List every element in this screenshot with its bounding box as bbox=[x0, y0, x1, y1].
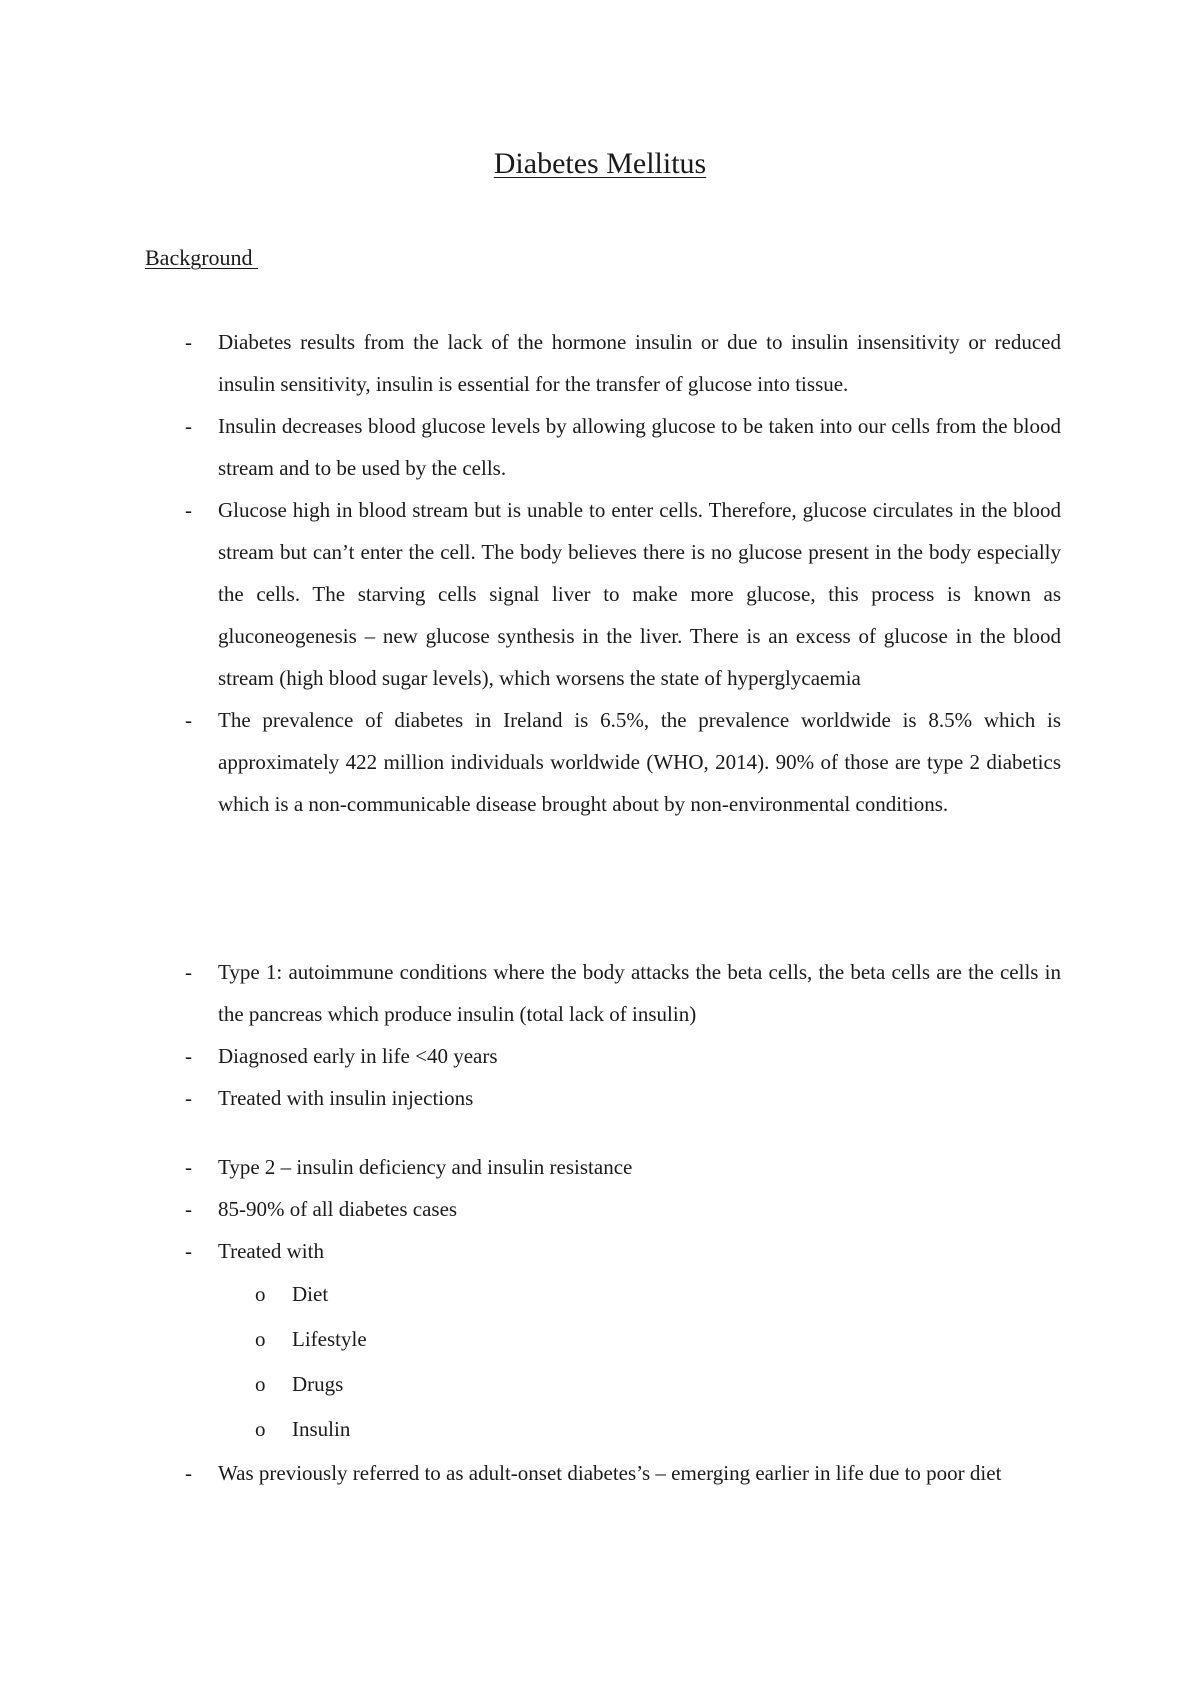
dash-marker: - bbox=[185, 960, 192, 984]
sub-list-item bbox=[0, 1272, 1200, 1317]
dash-marker: - bbox=[185, 1155, 192, 1179]
dash-marker: - bbox=[185, 1044, 192, 1068]
list-item bbox=[0, 1188, 1061, 1230]
list-item-text: Type 2 – insulin deficiency and insulin resistance bbox=[218, 1155, 633, 1179]
type1-list bbox=[0, 951, 1200, 1119]
type2-list bbox=[0, 1146, 1200, 1494]
sub-list-item bbox=[0, 1407, 1200, 1452]
section-heading-background: Background bbox=[145, 245, 259, 270]
list-item bbox=[0, 489, 1061, 699]
dash-marker: - bbox=[185, 1086, 192, 1110]
list-item-text: Insulin decreases blood glucose levels by allowing glucose to be taken into our cells from the blood stream and to be used by the cells. bbox=[218, 414, 1061, 480]
list-item bbox=[0, 1146, 1061, 1188]
dash-marker: - bbox=[185, 1239, 192, 1263]
list-item bbox=[0, 1077, 1061, 1119]
sub-list-item bbox=[0, 1317, 1200, 1362]
list-item bbox=[0, 1452, 1061, 1494]
list-item bbox=[0, 405, 1061, 489]
sub-bullet-marker: o bbox=[255, 1372, 266, 1396]
list-item-text: The prevalence of diabetes in Ireland is 6.5%, the prevalence worldwide is 8.5% which is approximately 422 million individuals worldwide (WHO, 2014). 90% of those are type 2 diabetics which is a non-communicable disease brought about by non-environmental conditions. bbox=[218, 708, 1061, 816]
dash-marker: - bbox=[185, 414, 192, 438]
list-item-text: Treated with bbox=[218, 1239, 324, 1263]
list-item-text: 85-90% of all diabetes cases bbox=[218, 1197, 458, 1221]
sub-list-item bbox=[0, 1362, 1200, 1407]
dash-marker: - bbox=[185, 1197, 192, 1221]
sub-list-item-text: Diet bbox=[292, 1282, 329, 1306]
dash-marker: - bbox=[185, 708, 192, 732]
list-item bbox=[0, 951, 1061, 1035]
list-item bbox=[0, 1230, 1061, 1272]
list-item bbox=[0, 699, 1061, 825]
list-item bbox=[0, 1035, 1061, 1077]
sub-bullet-marker: o bbox=[255, 1417, 266, 1441]
list-item-text: Diagnosed early in life <40 years bbox=[218, 1044, 498, 1068]
dash-marker: - bbox=[185, 498, 192, 522]
list-item bbox=[0, 321, 1061, 405]
dash-marker: - bbox=[185, 330, 192, 354]
list-item-text: Diabetes results from the lack of the hormone insulin or due to insulin insensitivity or reduced insulin sensitivity, insulin is essential for the transfer of glucose into tissue. bbox=[218, 330, 1061, 396]
sub-list-item-text: Insulin bbox=[292, 1417, 351, 1441]
list-item-text: Was previously referred to as adult-onset diabetes’s – emerging earlier in life due to poor diet bbox=[218, 1461, 1002, 1485]
dash-marker: - bbox=[185, 1461, 192, 1485]
document-title: Diabetes Mellitus bbox=[493, 147, 707, 180]
list-item-text: Treated with insulin injections bbox=[218, 1086, 474, 1110]
sub-bullet-marker: o bbox=[255, 1282, 266, 1306]
sub-bullet-marker: o bbox=[255, 1327, 266, 1351]
sub-list-item-text: Drugs bbox=[292, 1372, 344, 1396]
sub-list-item-text: Lifestyle bbox=[292, 1327, 367, 1351]
list-item-text: Type 1: autoimmune conditions where the body attacks the beta cells, the beta cells are the cells in the pancreas which produce insulin (total lack of insulin) bbox=[218, 960, 1061, 1026]
list-item-text: Glucose high in blood stream but is unable to enter cells. Therefore, glucose circulates in the blood stream but can’t enter the cell. The body believes there is no glucose present in the body especially the cells. The starving cells signal liver to make more glucose, this process is known as gluconeogenesis – new glucose synthesis in the liver. There is an excess of glucose in the blood stream (high blood sugar levels), which worsens the state of hyperglycaemia bbox=[218, 498, 1061, 690]
background-list bbox=[0, 321, 1200, 825]
